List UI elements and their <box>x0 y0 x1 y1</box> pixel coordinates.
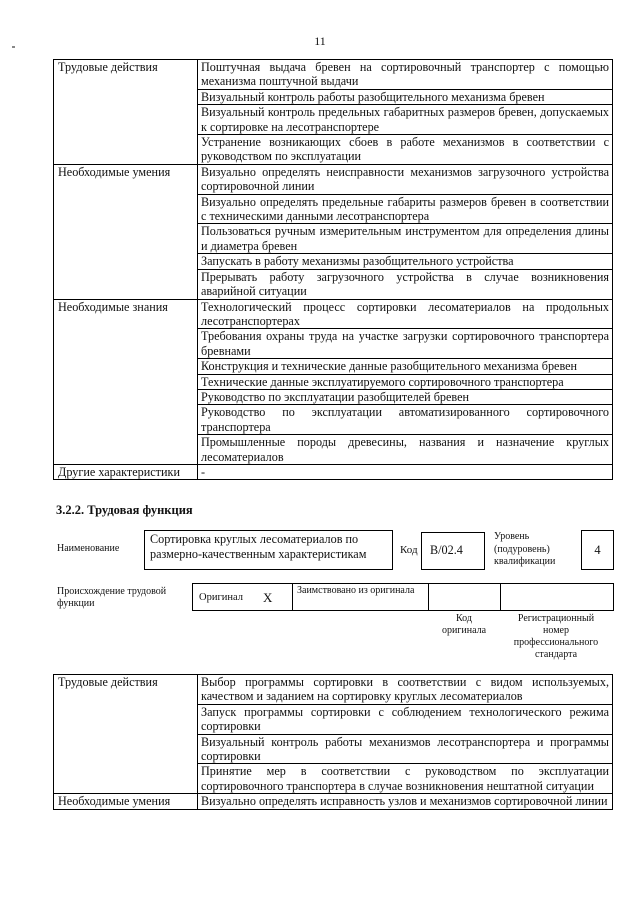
borrowed-label: Заимствовано из оригинала <box>297 585 415 596</box>
row-group-label: Необходимые знания <box>54 299 198 464</box>
row-description: Визуально определять предельные габариты размеров бревен в соответствии с техническими данными лесотранспортера <box>198 194 613 224</box>
qualification-level-value: 4 <box>594 543 601 557</box>
original-code-caption: Код оригинала <box>441 613 487 636</box>
original-mark: Х <box>263 590 273 605</box>
row-group-label: Трудовые действия <box>54 60 198 165</box>
function-name-box <box>144 530 393 570</box>
table-row <box>54 299 613 329</box>
code-caption: Код <box>400 544 418 556</box>
row-description: Промышленные породы древесины, названия и назначение круглых лесоматериалов <box>198 435 613 465</box>
row-description: Поштучная выдача бревен на сортировочный транспортер с помощью механизма поштучной выдачи <box>198 60 613 90</box>
registration-number-caption: Регистрационный номер профессионального стандарта <box>513 613 599 660</box>
labor-function-table-1 <box>53 59 613 480</box>
origin-row <box>192 583 614 611</box>
table-row <box>54 675 613 705</box>
row-description: Пользоваться ручным измерительным инструментом для определения длины и диаметра бревен <box>198 224 613 254</box>
row-description: Запуск программы сортировки с соблюдением технологического режима сортировки <box>198 704 613 734</box>
row-description: Визуальный контроль работы разобщительного механизма бревен <box>198 89 613 104</box>
origin-original-cell <box>193 584 293 610</box>
row-description: Устранение возникающих сбоев в работе механизмов в соответствии с руководством по эксплуатации <box>198 135 613 165</box>
table-row <box>54 164 613 194</box>
table-row <box>54 60 613 90</box>
row-description: Технические данные эксплуатируемого сортировочного транспортера <box>198 374 613 389</box>
section-heading: 3.2.2. Трудовая функция <box>56 503 193 517</box>
origin-borrowed-cell <box>293 584 429 610</box>
table-row <box>54 794 613 809</box>
function-code-value: В/02.4 <box>430 543 463 557</box>
row-description: Руководство по эксплуатации автоматизированного сортировочного транспортера <box>198 405 613 435</box>
row-description: Требования охраны труда на участке загрузки сортировочного транспортера бревнами <box>198 329 613 359</box>
row-description: Визуально определять исправность узлов и механизмов сортировочной линии <box>198 794 613 809</box>
name-caption: Наименование <box>57 543 120 554</box>
origin-code-cell <box>429 584 501 610</box>
labor-function-table-2 <box>53 674 613 810</box>
row-description: Выбор программы сортировки в соответствии с видом используемых, качеством и заданием на сортировку круглых лесоматериалов <box>198 675 613 705</box>
row-description: Принятие мер в соответствии с руководством по эксплуатации сортировочного транспортера в случае возникновения нештатной ситуации <box>198 764 613 794</box>
scan-artifact <box>12 46 15 48</box>
function-code-box <box>421 532 485 570</box>
row-group-label: Другие характеристики <box>54 464 198 479</box>
row-group-label: Необходимые умения <box>54 794 198 809</box>
origin-caption: Происхождение трудовой функции <box>57 586 167 609</box>
row-group-label: Необходимые умения <box>54 164 198 299</box>
row-description: Прерывать работу загрузочного устройства в случае возникновения аварийной ситуации <box>198 269 613 299</box>
row-group-label: Трудовые действия <box>54 675 198 794</box>
row-description: Визуально определять неисправности механизмов загрузочного устройства сортировочной линии <box>198 164 613 194</box>
row-description: Визуальный контроль работы механизмов лесотранспортера и программы сортировки <box>198 734 613 764</box>
origin-reg-number-cell <box>501 584 615 610</box>
function-name-value: Сортировка круглых лесоматериалов по размерно-качественным характеристикам <box>150 532 367 561</box>
page-number: 11 <box>314 34 326 48</box>
original-label: Оригинал <box>199 592 243 603</box>
table-row <box>54 464 613 479</box>
row-description: - <box>198 464 613 479</box>
row-description: Технологический процесс сортировки лесоматериалов на продольных лесотранспортерах <box>198 299 613 329</box>
row-description: Конструкция и технические данные разобщительного механизма бревен <box>198 359 613 374</box>
row-description: Визуальный контроль предельных габаритных размеров бревен, допускаемых к сортировке на лесотранспортере <box>198 105 613 135</box>
row-description: Запускать в работу механизмы разобщительного устройства <box>198 254 613 269</box>
row-description: Руководство по эксплуатации разобщителей бревен <box>198 389 613 404</box>
qualification-level-caption: Уровень (подуровень) квалификации <box>494 531 556 567</box>
qualification-level-box <box>581 530 614 570</box>
